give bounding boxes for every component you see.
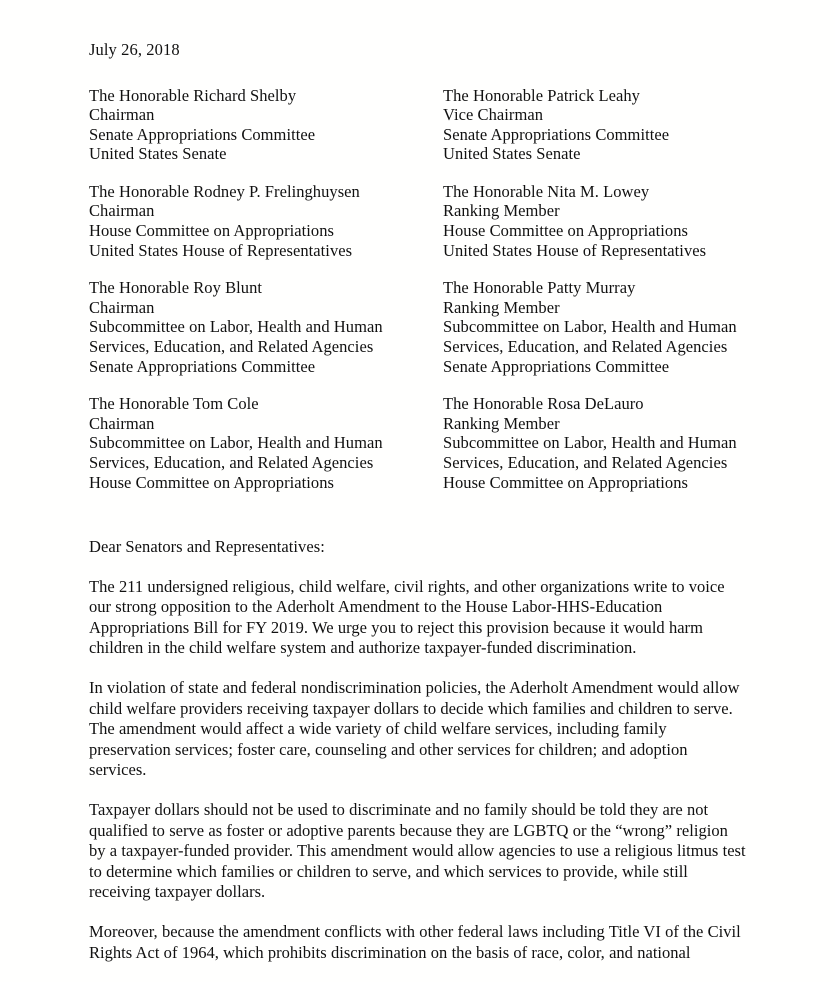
recipient-org-line-2: Services, Education, and Related Agencies: [89, 337, 374, 357]
recipient-title: Chairman: [89, 201, 155, 221]
recipient-block: [89, 278, 443, 376]
recipient-block: [443, 86, 747, 164]
paragraph-conflicts: Moreover, because the amendment conflicts with other federal laws including Title VI of the Civil Rights Act of 1964, which prohibits discrimination on the basis of race, color, and national: [89, 922, 741, 962]
recipient-row: [89, 182, 747, 260]
recipient-title: Ranking Member: [443, 201, 560, 221]
recipient-block: [89, 182, 443, 260]
recipient-name: The Honorable Rosa DeLauro: [443, 394, 644, 414]
recipient-title: Chairman: [89, 297, 155, 317]
recipient-block: [89, 394, 443, 492]
letter-body: [89, 577, 747, 964]
recipient-org-line-2: United States House of Representatives: [89, 240, 353, 260]
recipient-name: The Honorable Roy Blunt: [89, 278, 262, 298]
recipient-block: [443, 182, 747, 260]
recipient-name: The Honorable Rodney P. Frelinghuysen: [89, 181, 360, 201]
recipient-title: Ranking Member: [443, 297, 560, 317]
recipient-title: Ranking Member: [443, 413, 560, 433]
recipient-org-line-2: United States House of Representatives: [443, 240, 707, 260]
letter-date: July 26, 2018: [89, 40, 180, 59]
recipient-org-line-1: Subcommittee on Labor, Health and Human: [89, 433, 383, 453]
recipient-org-line-1: Subcommittee on Labor, Health and Human: [89, 317, 383, 337]
recipient-row: [89, 86, 747, 164]
recipient-org-line-2: Services, Education, and Related Agencies: [443, 337, 728, 357]
recipient-org-line-1: Subcommittee on Labor, Health and Human: [443, 317, 737, 337]
recipient-block: [443, 394, 747, 492]
recipient-org-line-2: Services, Education, and Related Agencies: [443, 453, 728, 472]
recipient-org-line-2: Services, Education, and Related Agencies: [89, 453, 374, 472]
recipient-title: Chairman: [89, 105, 155, 125]
recipient-name: The Honorable Richard Shelby: [89, 85, 297, 105]
recipient-org-line-1: Senate Appropriations Committee: [89, 124, 316, 144]
recipient-org-line-2: United States Senate: [89, 144, 227, 164]
letter-salutation: Dear Senators and Representatives:: [89, 537, 325, 557]
recipient-org-line-1: House Committee on Appropriations: [89, 221, 335, 241]
recipient-org-line-1: Senate Appropriations Committee: [443, 124, 670, 144]
recipient-title: Vice Chairman: [443, 105, 543, 125]
recipient-org-line-3: Senate Appropriations Committee: [89, 356, 316, 376]
paragraph-taxpayer-dollars: Taxpayer dollars should not be used to discriminate and no family should be told they are not qualified to serve as foster or adoptive parents because they are LGBTQ or the “wrong” religion by a taxpayer-funded provider. This amendment would allow agencies to use a religious litmus test to determine which families or children to serve, and which services to provide, while still receiving taxpayer dollars.: [89, 800, 746, 902]
recipient-name: The Honorable Patrick Leahy: [443, 85, 640, 105]
paragraph-opposition: The 211 undersigned religious, child welfare, civil rights, and other organizations write to voice our strong opposition to the Aderholt Amendment to the House Labor-HHS-Education Appropriations Bill for FY 2019. We urge you to reject this provision because it would harm children in the child welfare system and authorize taxpayer-funded discrimination.: [89, 576, 725, 657]
recipient-block: [89, 86, 443, 164]
recipient-row: [89, 278, 747, 376]
recipient-name: The Honorable Patty Murray: [443, 278, 636, 298]
recipient-list: [89, 86, 747, 493]
recipient-org-line-3: Senate Appropriations Committee: [443, 356, 670, 376]
paragraph-violation: In violation of state and federal nondiscrimination policies, the Aderholt Amendment would allow child welfare providers receiving taxpayer dollars to decide which families and children to serve. The amendment would affect a wide variety of child welfare services, including family preservation services; foster care, counseling and other services for children; and adoption services.: [89, 678, 740, 780]
recipient-org-line-1: Subcommittee on Labor, Health and Human: [443, 433, 737, 453]
recipient-name: The Honorable Tom Cole: [89, 394, 259, 414]
recipient-org-line-1: House Committee on Appropriations: [443, 221, 689, 241]
recipient-title: Chairman: [89, 413, 155, 433]
recipient-row: [89, 394, 747, 492]
recipient-org-line-3: House Committee on Appropriations: [89, 472, 335, 492]
recipient-org-line-2: United States Senate: [443, 144, 581, 164]
recipient-name: The Honorable Nita M. Lowey: [443, 181, 650, 201]
recipient-block: [443, 278, 747, 376]
recipient-org-line-3: House Committee on Appropriations: [443, 472, 689, 492]
